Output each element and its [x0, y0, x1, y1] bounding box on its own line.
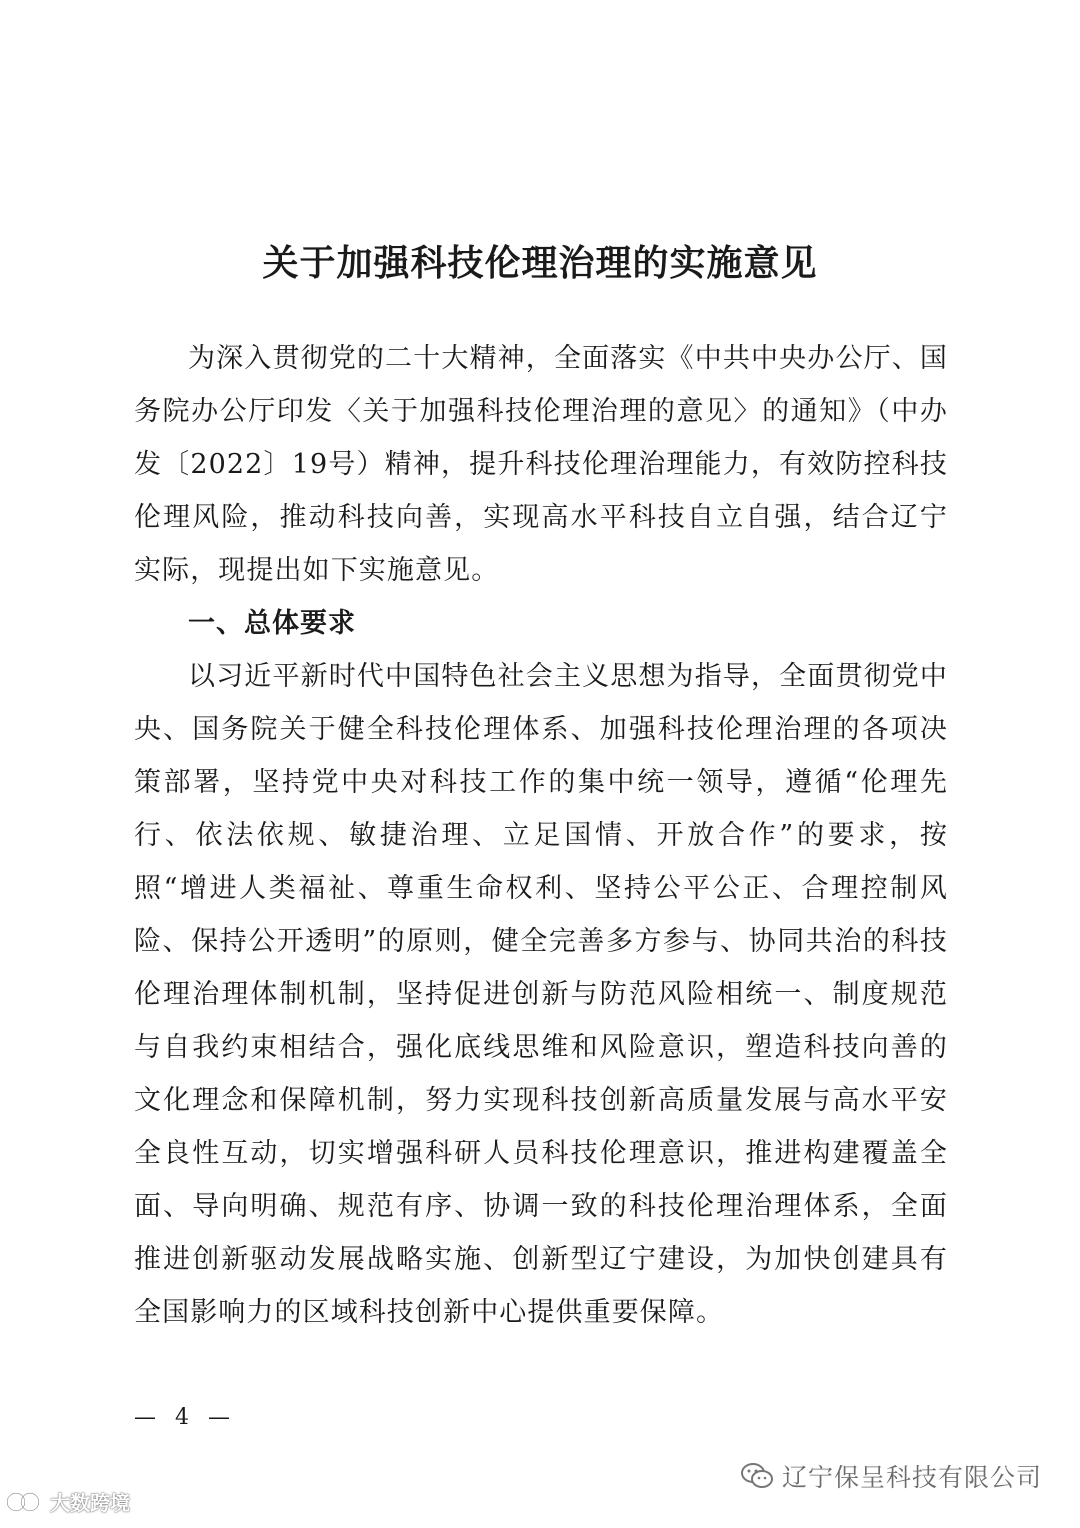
page-number: — 4 —: [134, 1405, 236, 1430]
section-heading-overall-requirements: 一、总体要求: [188, 608, 356, 639]
wechat-icon: [740, 1462, 774, 1490]
site-name: 大数跨境: [50, 1491, 130, 1515]
intro-paragraph: 为深入贯彻党的二十大精神，全面落实《中共中央办公厅、国务院办公厅印发〈关于加强科技伦理治理的意见〉的通知》（中办发〔2022〕19号）精神，提升科技伦理治理能力，有效防控科技伦理风险，推动科技向善，实现高水平科技自立自强，结合辽宁实际，现提出如下实施意见。: [134, 343, 948, 586]
company-name: 辽宁保呈科技有限公司: [782, 1463, 1043, 1492]
document-body: [134, 332, 948, 1339]
site-watermark: [6, 1487, 130, 1516]
site-logo-icon: [6, 1490, 46, 1514]
section-1-paragraph: 以习近平新时代中国特色社会主义思想为指导，全面贯彻党中央、国务院关于健全科技伦理体系、加强科技伦理治理的各项决策部署，坚持党中央对科技工作的集中统一领导，遵循“伦理先行、依法依规、敏捷治理、立足国情、开放合作”的要求，按照“增进人类福祉、尊重生命权利、坚持公平公正、合理控制风险、保持公开透明”的原则，健全完善多方参与、协同共治的科技伦理治理体制机制，坚持促进创新与防范风险相统一、制度规范与自我约束相结合，强化底线思维和风险意识，塑造科技向善的文化理念和保障机制，努力实现科技创新高质量发展与高水平安全良性互动，切实增强科研人员科技伦理意识，推进构建覆盖全面、导向明确、规范有序、协调一致的科技伦理治理体系，全面推进创新驱动发展战略实施、创新型辽宁建设，为加快创建具有全国影响力的区域科技创新中心提供重要保障。: [134, 661, 948, 1328]
document-title: 关于加强科技伦理治理的实施意见: [262, 242, 818, 284]
company-watermark: [740, 1458, 1042, 1494]
